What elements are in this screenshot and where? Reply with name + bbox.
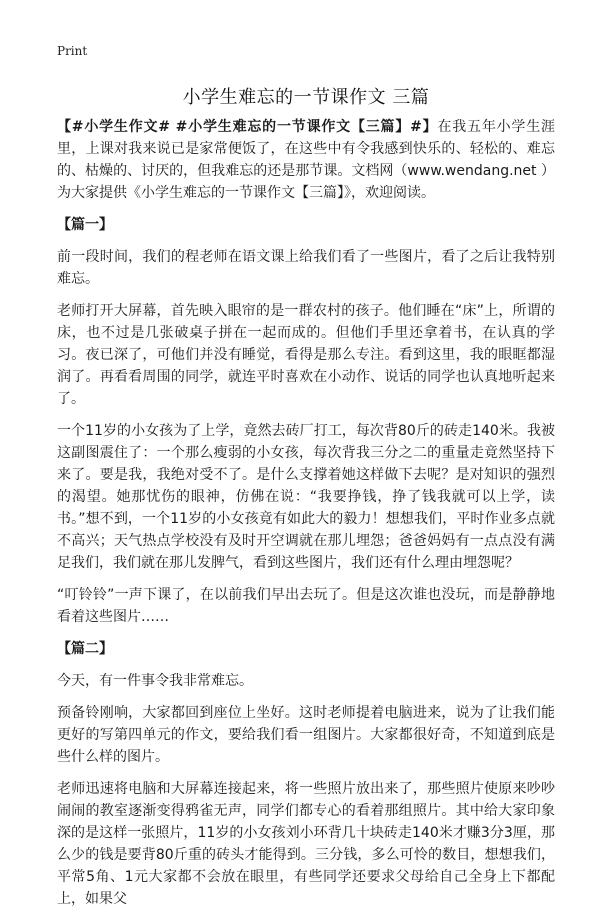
intro-tag: 【#小学生作文# #小学生难忘的一节课作文【三篇】#】 [57, 119, 438, 135]
paragraph: 老师打开大屏幕，首先映入眼帘的是一群农村的孩子。他们睡在“床”上，所谓的床，也不过是几张破桌子拼在一起而成的。但他们手里还拿着书，在认真的学习。夜已深了，可他们并没有睡觉，看得是那么专注。看到这里，我的眼眶都湿润了。再看看周围的同学，就连平时喜欢在小动作、说话的同学也认真地听起来了。 [57, 303, 555, 407]
paragraph: 今天，有一件事令我非常难忘。 [57, 673, 253, 689]
page-title: 小学生难忘的一节课作文 三篇 [182, 87, 430, 108]
paragraph: “叮铃铃”一声下课了，在以前我们早出去玩了。但是这次谁也没玩，而是静静地看着这些图片…… [57, 587, 555, 625]
intro-paragraph [57, 116, 555, 204]
document-body [57, 116, 555, 920]
paragraph: 预备铃刚响，大家都回到座位上坐好。这时老师提着电脑进来，说为了让我们能更好的写第四单元的作文，要给我们看一组图片。大家都很好奇，不知道到底是些什么样的图片。 [57, 705, 555, 765]
paragraph: 老师迅速将电脑和大屏幕连接起来，将一些照片放出来了，那些照片使原来吵吵闹闹的教室逐渐变得鸦雀无声，同学们都专心的看着那组照片。其中给大家印象深的是这样一张照片，11岁的小女孩刘小环背几十块砖走140米才赚3分3厘，那么少的钱是要背80斤重的砖头才能得到。三分钱，多么可怜的数目，想想我们，平常5角、1元大家都不会放在眼里，有些同学还要求父母给自己全身上下都配上，如果父 [57, 781, 555, 907]
section-heading-2: 【篇二】 [57, 641, 113, 657]
paragraph: 一个11岁的小女孩为了上学，竟然去砖厂打工，每次背80斤的砖走140米。我被这副图震住了：一个那么瘦弱的小女孩，每次背我三分之二的重量走竟然坚持下来了。要是我，我绝对受不了。是什么支撑着她这样做下去呢？是对知识的强烈的渴望。她那忧伤的眼神，仿佛在说：“我要挣钱，挣了钱我就可以上学，读书。”想不到，一个11岁的小女孩竟有如此大的毅力！想想我们，平时作业多点就不高兴；天气热点学校没有及时开空调就在那儿埋怨；爸爸妈妈有一点点没有满足我们，我们就在那儿发脾气，看到这些图片，我们还有什么理由埋怨呢？ [57, 423, 555, 571]
paragraph: 前一段时间，我们的程老师在语文课上给我们看了一些图片，看了之后让我特别难忘。 [57, 249, 555, 287]
section-heading-1: 【篇一】 [57, 217, 113, 233]
intro-text: 在我五年小学生涯里，上课对我来说已是家常便饭了，在这些中有令我感到快乐的、轻松的、难忘的、枯燥的、讨厌的，但我难忘的还是那节课。文档网（www.wendang.net ）为大家提供《小学生难忘的一节课作文【三篇】》，欢迎阅读。 [57, 119, 556, 201]
print-label: Print [57, 44, 88, 58]
